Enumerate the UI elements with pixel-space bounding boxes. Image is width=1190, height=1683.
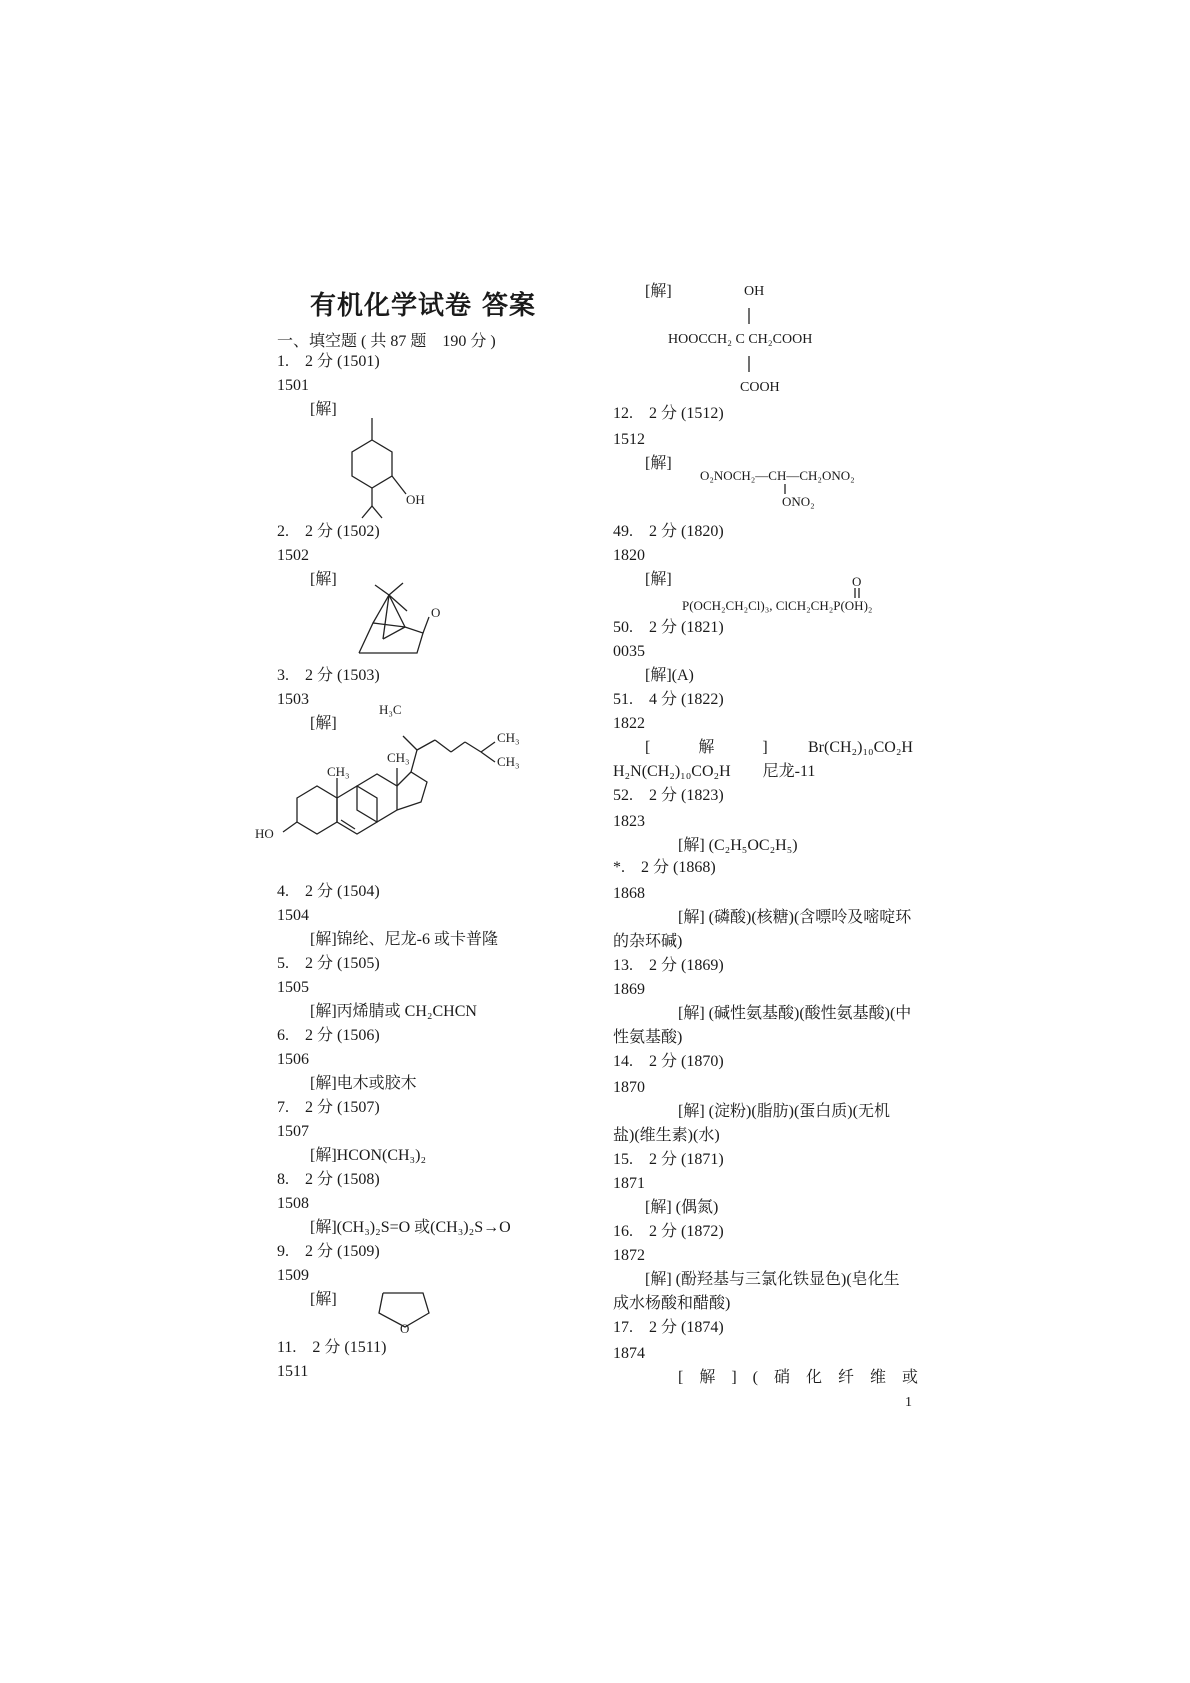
question-code: 1874	[613, 1345, 645, 1362]
answer-text: [解] (酚羟基与三氯化铁显色)(皂化生	[645, 1271, 900, 1288]
carbonyl-o-label: O	[431, 605, 441, 620]
answer-label: [解]	[645, 283, 672, 300]
answer-text: [解]丙烯腈或 CH₂CHCN	[310, 1003, 477, 1020]
ch3-label: CH₃	[497, 754, 520, 769]
question-code: 1509	[277, 1267, 309, 1284]
question-code: 1820	[613, 547, 645, 564]
phosphite-formula: P(OCH₂CH₂Cl)₃, ClCH₂CH₂P(OH)₂	[682, 598, 873, 613]
question-header: 3. 2 分 (1503)	[277, 667, 380, 684]
question-header: 8. 2 分 (1508)	[277, 1171, 380, 1188]
citric-formula: HOOCCH₂ C CH₂COOH	[668, 332, 813, 347]
question-code: 1505	[277, 979, 309, 996]
answer-text: H₂N(CH₂)₁₀CO₂H 尼龙-11	[613, 763, 816, 780]
question-header: 2. 2 分 (1502)	[277, 523, 380, 540]
answer-text: 性氨基酸)	[613, 1029, 683, 1046]
ho-label: HO	[255, 826, 274, 841]
ch3-label: CH₃	[387, 750, 410, 765]
answer-text: [解] (碱性氨基酸)(酸性氨基酸)(中	[678, 1005, 912, 1022]
oh-label: OH	[406, 492, 425, 507]
cholesterol-structure	[255, 690, 535, 840]
answer-label: [ 解 ]	[645, 739, 768, 756]
ch3-label: CH₃	[327, 764, 350, 779]
answer-label: [解]	[310, 715, 337, 732]
answer-text: [解]锦纶、尼龙-6 或卡普隆	[310, 931, 498, 948]
question-code: 1506	[277, 1051, 309, 1068]
question-code: 1501	[277, 377, 309, 394]
answer-text: [解]电木或胶木	[310, 1075, 417, 1092]
question-code: 1508	[277, 1195, 309, 1212]
answer-text: [解] (偶氮)	[645, 1199, 719, 1216]
section-heading: 一、填空题 ( 共 87 题 190 分 )	[277, 333, 496, 350]
question-header: 9. 2 分 (1509)	[277, 1243, 380, 1260]
question-code: 1502	[277, 547, 309, 564]
answer-text: [解] (淀粉)(脂肪)(蛋白质)(无机	[678, 1103, 890, 1120]
question-code: 1507	[277, 1123, 309, 1140]
answer-text: 成水杨酸和醋酸)	[613, 1295, 731, 1312]
question-header: 52. 2 分 (1823)	[613, 787, 724, 804]
question-code: 1868	[613, 885, 645, 902]
question-header: 50. 2 分 (1821)	[613, 619, 724, 636]
question-header: 7. 2 分 (1507)	[277, 1099, 380, 1116]
answer-text: [解] (磷酸)(核糖)(含嘌呤及嘧啶环	[678, 909, 912, 926]
answer-text: 的杂环碱)	[613, 933, 683, 950]
question-header: 13. 2 分 (1869)	[613, 957, 724, 974]
question-header: 14. 2 分 (1870)	[613, 1053, 724, 1070]
answer-text: [解](A)	[645, 667, 694, 684]
question-header: 11. 2 分 (1511)	[277, 1339, 387, 1356]
ring-o-label: O	[400, 1321, 410, 1336]
answer-text: [解](CH₃)₂S=O 或(CH₃)₂S→O	[310, 1219, 511, 1236]
answer-text: [解] (C₂H₅OC₂H₅)	[678, 837, 798, 854]
question-header: 12. 2 分 (1512)	[613, 405, 724, 422]
answer-label: [解]	[310, 1291, 337, 1308]
menthol-structure	[340, 410, 460, 530]
nitro-sub: ONO₂	[782, 494, 815, 509]
page-title: 有机化学试卷 答案	[310, 291, 537, 321]
answer-label: [解]	[645, 455, 672, 472]
question-code: 1511	[277, 1363, 309, 1380]
question-header: 17. 2 分 (1874)	[613, 1319, 724, 1336]
question-code: 1503	[277, 691, 309, 708]
answer-label: [解]	[310, 401, 337, 418]
question-header: 15. 2 分 (1871)	[613, 1151, 724, 1168]
answer-label: [解]	[645, 571, 672, 588]
question-header: 49. 2 分 (1820)	[613, 523, 724, 540]
phosphoryl-o: O	[852, 574, 862, 589]
answer-label: [解]	[310, 571, 337, 588]
question-header: 1. 2 分 (1501)	[277, 353, 380, 370]
question-code: 1504	[277, 907, 309, 924]
question-code: 1869	[613, 981, 645, 998]
thf-structure	[375, 1285, 445, 1335]
page-number: 1	[905, 1395, 912, 1410]
question-header: 51. 4 分 (1822)	[613, 691, 724, 708]
ch3-label: CH₃	[497, 730, 520, 745]
citric-cooh: COOH	[740, 380, 780, 395]
question-code: 1872	[613, 1247, 645, 1264]
question-code: 0035	[613, 643, 645, 660]
question-code: 1823	[613, 813, 645, 830]
question-header: *. 2 分 (1868)	[613, 859, 716, 876]
question-header: 5. 2 分 (1505)	[277, 955, 380, 972]
answer-text: 盐)(维生素)(水)	[613, 1127, 720, 1144]
citric-oh: OH	[744, 284, 765, 299]
question-header: 6. 2 分 (1506)	[277, 1027, 380, 1044]
question-code: 1512	[613, 431, 645, 448]
camphor-structure	[345, 575, 455, 665]
question-code: 1870	[613, 1079, 645, 1096]
question-code: 1871	[613, 1175, 645, 1192]
nitroglycerin-formula: O₂NOCH₂—CH—CH₂ONO₂	[700, 468, 855, 483]
answer-text: [ 解 ] ( 硝 化 纤 维 或	[678, 1369, 918, 1386]
answer-text: Br(CH₂)₁₀CO₂H	[808, 739, 913, 756]
h3c-label: H₃C	[379, 702, 402, 717]
question-code: 1822	[613, 715, 645, 732]
answer-text: [解]HCON(CH₃)₂	[310, 1147, 427, 1164]
question-header: 4. 2 分 (1504)	[277, 883, 380, 900]
question-header: 16. 2 分 (1872)	[613, 1223, 724, 1240]
